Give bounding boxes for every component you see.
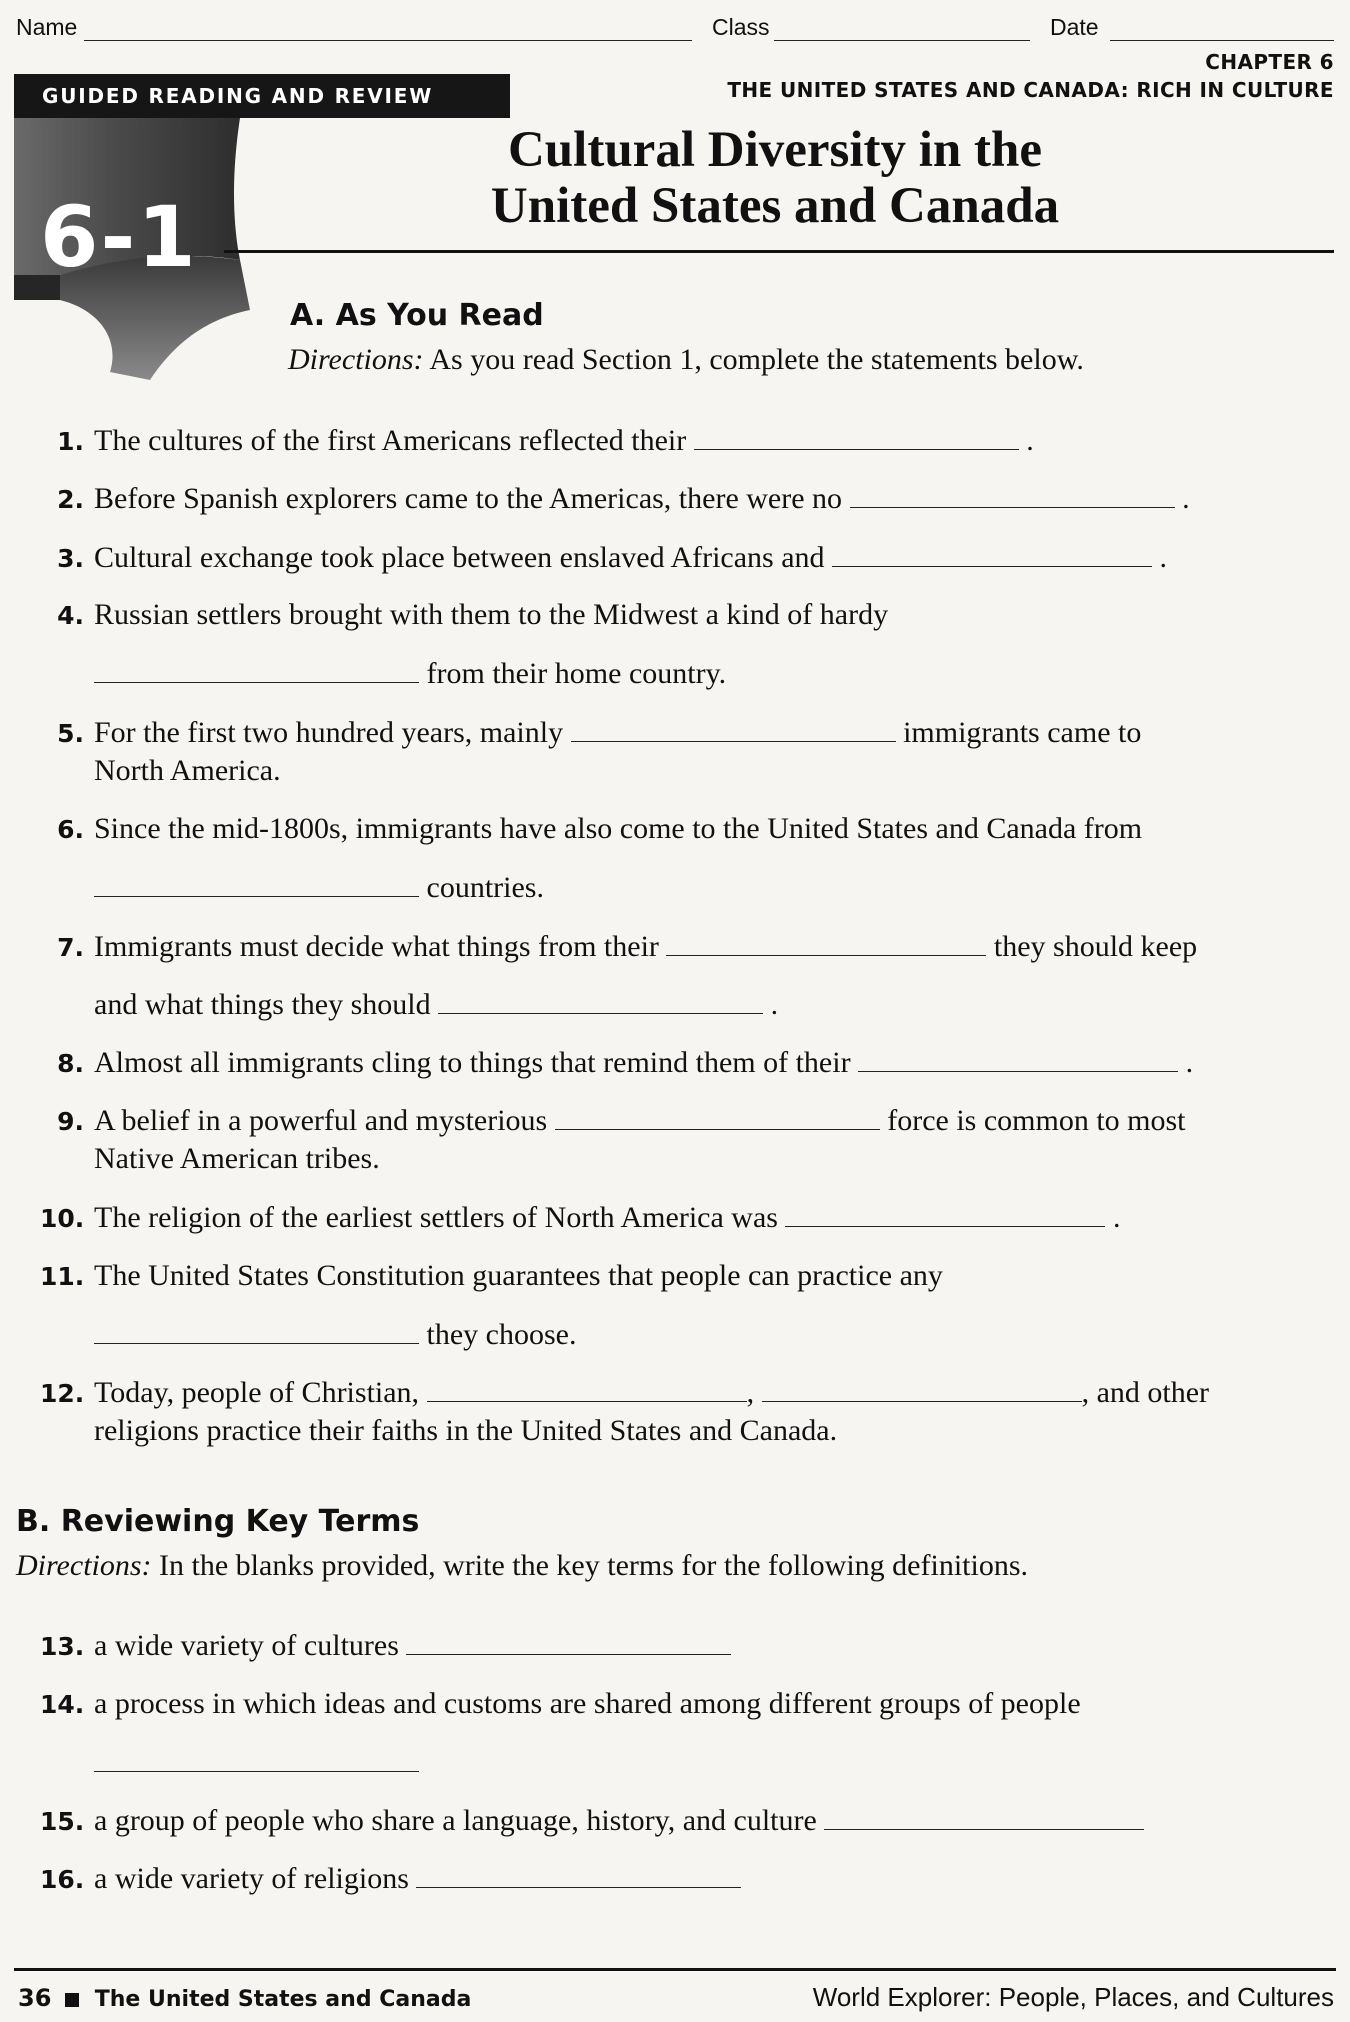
item-text: Before Spanish explorers came to the Americas, there were no	[94, 482, 843, 515]
list-item	[40, 1685, 1330, 1724]
list-item	[40, 810, 1330, 849]
answer-blank[interactable]	[785, 1198, 1105, 1227]
item-number: 3.	[57, 544, 84, 573]
directions-label: Directions:	[288, 343, 424, 376]
answer-blank[interactable]	[762, 1373, 1082, 1402]
square-bullet-icon	[65, 1993, 79, 2007]
item-number: 13.	[40, 1632, 85, 1661]
class-label: Class	[712, 14, 770, 40]
list-item	[40, 538, 1330, 578]
part-a-heading: A. As You Read	[290, 298, 544, 333]
list-item	[40, 421, 1330, 461]
item-text: .	[770, 988, 779, 1021]
item-number: 5.	[57, 719, 84, 748]
answer-blank[interactable]	[94, 654, 419, 683]
footer-left	[18, 1984, 471, 2012]
name-field[interactable]	[84, 40, 692, 41]
item-text: a group of people who share a language, history, and culture	[94, 1804, 817, 1837]
list-item	[40, 1198, 1330, 1238]
class-field[interactable]	[774, 40, 1030, 41]
footer-unit-title: The United States and Canada	[94, 1987, 472, 2012]
item-number: 8.	[57, 1049, 84, 1078]
item-number: 4.	[57, 601, 84, 630]
answer-blank[interactable]	[858, 1043, 1178, 1072]
item-number: 10.	[40, 1204, 85, 1233]
title-divider	[224, 250, 1334, 253]
answer-blank[interactable]	[555, 1101, 880, 1130]
answer-blank[interactable]	[694, 421, 1019, 450]
item-text: Since the mid-1800s, immigrants have also come to the United States and Canada from	[94, 812, 1143, 845]
item-text: they should keep	[993, 930, 1198, 963]
name-label: Name	[16, 14, 78, 40]
answer-blank[interactable]	[416, 1859, 741, 1888]
list-item	[40, 479, 1330, 519]
list-item-continued	[40, 868, 1330, 907]
item-text: .	[1159, 541, 1168, 574]
list-item	[40, 713, 1330, 753]
item-text: Almost all immigrants cling to things that remind them of their	[94, 1046, 851, 1079]
chapter-number: CHAPTER 6	[1205, 50, 1334, 74]
item-text: force is common to most	[887, 1104, 1186, 1137]
title-line-1: Cultural Diversity in the	[507, 122, 1043, 178]
answer-blank[interactable]	[406, 1626, 731, 1655]
item-text: and what things they should	[94, 988, 431, 1021]
answer-blank[interactable]	[824, 1801, 1144, 1830]
item-text: immigrants came to	[903, 716, 1142, 749]
answer-blank[interactable]	[832, 538, 1152, 567]
section-number: 6-1	[40, 188, 198, 286]
list-item	[40, 1101, 1330, 1141]
item-text: For the first two hundred years, mainly	[94, 716, 564, 749]
item-text: .	[1112, 1201, 1121, 1234]
item-text: , and other	[1081, 1376, 1210, 1409]
item-text: .	[1182, 482, 1190, 515]
list-item-continued	[40, 985, 1330, 1024]
page-title	[360, 122, 1190, 234]
item-number: 9.	[57, 1107, 84, 1136]
list-item-continued	[40, 1140, 1330, 1178]
list-item	[40, 1257, 1330, 1296]
footer-book-title: World Explorer: People, Places, and Cultures	[812, 1982, 1334, 2012]
item-text: The religion of the earliest settlers of North America was	[94, 1201, 778, 1234]
answer-blank[interactable]	[666, 927, 986, 956]
item-text: religions practice their faiths in the United States and Canada.	[94, 1414, 838, 1447]
guided-reading-banner: GUIDED READING AND REVIEW	[14, 74, 510, 118]
item-text: countries.	[426, 871, 544, 904]
item-text: a process in which ideas and customs are shared among different groups of people	[94, 1687, 1081, 1720]
item-text: The United States Constitution guarantees that people can practice any	[94, 1259, 943, 1292]
chapter-heading	[727, 48, 1334, 104]
answer-blank[interactable]	[427, 1373, 747, 1402]
item-text: a wide variety of cultures	[94, 1629, 399, 1662]
answer-blank[interactable]	[571, 713, 896, 742]
list-item-continued	[40, 1743, 1330, 1782]
item-text: .	[1185, 1046, 1194, 1079]
item-text: .	[1026, 424, 1034, 457]
item-number: 6.	[57, 815, 84, 844]
item-number: 2.	[57, 485, 84, 514]
title-line-2: United States and Canada	[490, 178, 1060, 234]
part-a-directions	[288, 343, 1084, 377]
item-text: a wide variety of religions	[94, 1862, 409, 1895]
list-item	[40, 1801, 1330, 1841]
answer-blank[interactable]	[94, 868, 419, 897]
item-number: 12.	[40, 1379, 85, 1408]
answer-blank[interactable]	[94, 1743, 419, 1772]
list-item-continued	[40, 1315, 1330, 1354]
item-text: The cultures of the first Americans reflected their	[94, 424, 687, 457]
item-text: Cultural exchange took place between enslaved Africans and	[94, 541, 825, 574]
list-item-continued	[40, 1412, 1330, 1450]
item-number: 16.	[40, 1865, 85, 1894]
answer-blank[interactable]	[850, 479, 1175, 508]
date-field[interactable]	[1110, 40, 1334, 41]
item-text: Today, people of Christian,	[94, 1376, 420, 1409]
item-number: 1.	[57, 427, 84, 456]
chapter-title: THE UNITED STATES AND CANADA: RICH IN CULTURE	[727, 78, 1334, 102]
list-item	[40, 1373, 1330, 1413]
answer-blank[interactable]	[438, 985, 763, 1014]
item-text: ,	[746, 1376, 755, 1409]
footer-divider	[14, 1968, 1336, 1971]
directions-label: Directions:	[16, 1549, 152, 1582]
item-text: from their home country.	[426, 657, 727, 690]
directions-text: As you read Section 1, complete the statements below.	[423, 343, 1084, 376]
list-item	[40, 1626, 1330, 1666]
directions-text: In the blanks provided, write the key terms for the following definitions.	[151, 1549, 1029, 1582]
list-item-continued	[40, 654, 1330, 693]
item-number: 14.	[40, 1690, 85, 1719]
list-item	[40, 927, 1330, 967]
list-item	[40, 596, 1330, 635]
item-text: Immigrants must decide what things from their	[94, 930, 659, 963]
date-label: Date	[1050, 14, 1099, 40]
item-text: they choose.	[426, 1318, 577, 1351]
part-b-directions	[16, 1549, 1028, 1583]
item-text: A belief in a powerful and mysterious	[94, 1104, 548, 1137]
item-number: 15.	[40, 1807, 85, 1836]
list-item	[40, 1859, 1330, 1899]
page-number: 36	[18, 1984, 52, 2012]
item-number: 7.	[57, 933, 84, 962]
item-text: Russian settlers brought with them to the Midwest a kind of hardy	[94, 598, 889, 631]
list-item	[40, 1043, 1330, 1083]
answer-blank[interactable]	[94, 1315, 419, 1344]
item-text: Native American tribes.	[94, 1142, 380, 1175]
list-item-continued	[40, 752, 1330, 790]
part-b-heading: B. Reviewing Key Terms	[16, 1504, 420, 1539]
item-text: North America.	[94, 754, 281, 787]
item-number: 11.	[40, 1262, 85, 1291]
